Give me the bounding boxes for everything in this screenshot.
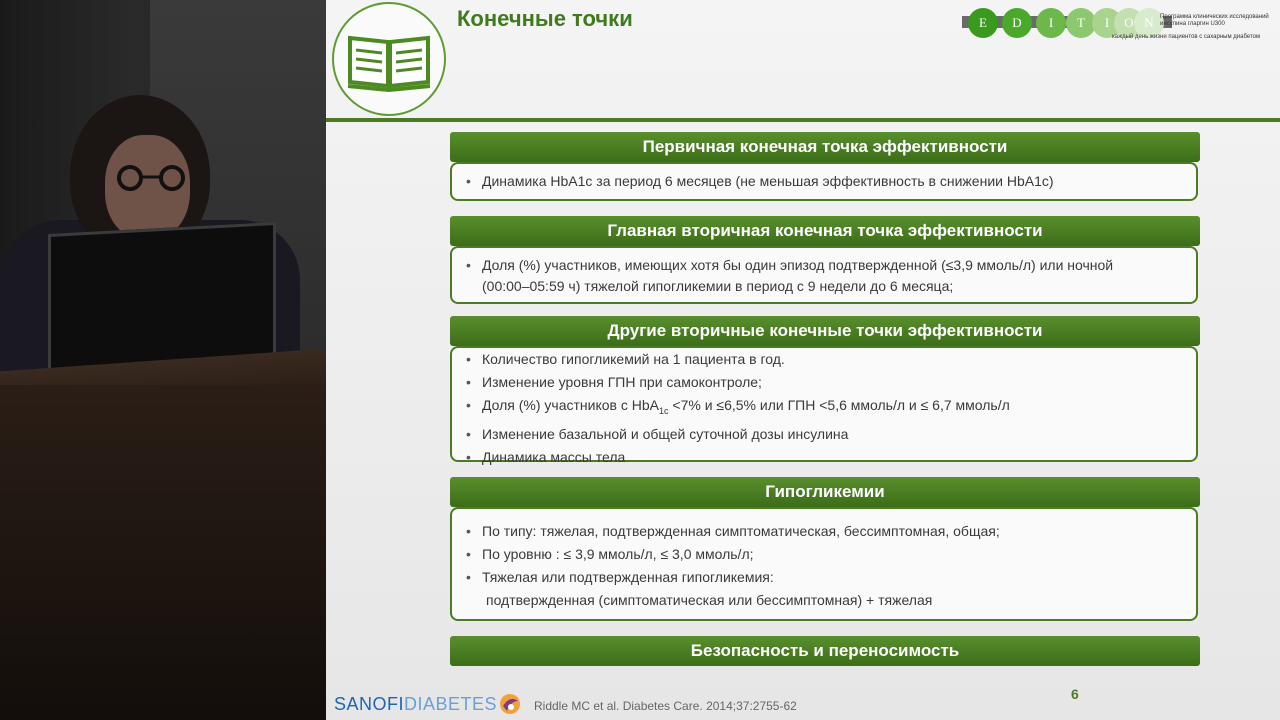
glasses [110, 165, 194, 191]
list-item: • Доля (%) участников, имеющих хотя бы один эпизод подтвержденной (≤3,9 ммоль/л) или ночной (00:00–05:59 ч) тяжелой гипогликемии в период с 9 недели до 6 месяца; [466, 255, 1156, 297]
list-item: • Динамика HbA1c за период 6 месяцев (не меньшая эффективность в снижении HbA1c) [466, 170, 1196, 193]
header-divider [326, 118, 1280, 122]
section-box-primary [450, 162, 1198, 201]
hba1c-prefix: Доля (%) участников с HbA [482, 397, 659, 413]
list-item: • Тяжелая или подтвержденная гипогликемия: [466, 566, 1196, 589]
podium [0, 385, 326, 720]
page-number: 6 [1071, 686, 1079, 702]
list-item [466, 394, 1196, 423]
section-header-other-secondary: Другие вторичные конечные точки эффективности [450, 316, 1200, 346]
edition-letter: T [1066, 8, 1096, 38]
list-item: • Количество гипогликемий на 1 пациента в год. [466, 348, 1196, 371]
section-header-safety: Безопасность и переносимость [450, 636, 1200, 666]
section-box-hypoglycemia [450, 507, 1198, 621]
list-item: • Динамика массы тела [466, 446, 1196, 469]
edition-letter: N [1134, 8, 1164, 38]
logo-badge [332, 2, 446, 116]
edition-letter: I [1036, 8, 1066, 38]
brand-sub: DIABETES [404, 694, 498, 714]
list-item: • По типу: тяжелая, подтвержденная симптоматическая, бессимптомная, общая; [466, 520, 1196, 543]
edition-letter: I [1092, 8, 1122, 38]
speaker-video [0, 0, 326, 720]
edition-letter: O [1114, 8, 1144, 38]
edition-text: Программа клинических исследований инсулина гларгин U300 [1160, 14, 1269, 27]
presentation-slide [326, 0, 1280, 720]
list-item: • По уровню : ≤ 3,9 ммоль/л, ≤ 3,0 ммоль/л; [466, 543, 1196, 566]
brand-main: SANOFI [334, 694, 405, 714]
reference-citation: Riddle MC et al. Diabetes Care. 2014;37:2755-62 [534, 699, 797, 713]
section-box-other-secondary [450, 346, 1198, 465]
open-book-icon [334, 4, 444, 114]
sanofi-diabetes-logo [334, 694, 497, 715]
section-header-primary: Первичная конечная точка эффективности [450, 132, 1200, 162]
edition-subtitle: каждый день жизни пациентов с сахарным диабетом [1112, 34, 1261, 40]
list-item-continuation: подтвержденная (симптоматическая или бессимптомная) + тяжелая [486, 592, 933, 608]
hba1c-subscript: 1c [658, 405, 669, 416]
edition-letter: D [1002, 8, 1032, 38]
sanofi-swirl-icon [499, 693, 521, 715]
section-header-main-secondary: Главная вторичная конечная точка эффективности [450, 216, 1200, 246]
list-item: • Изменение базальной и общей суточной дозы инсулина [466, 423, 1196, 446]
list-item: • Изменение уровня ГПН при самоконтроле; [466, 371, 1196, 394]
section-header-hypoglycemia: Гипогликемии [450, 477, 1200, 507]
edition-logo [962, 4, 1278, 42]
section-box-main-secondary [450, 246, 1198, 304]
hba1c-suffix: <7% и ≤6,5% или ГПН <5,6 ммоль/л и ≤ 6,7 ммоль/л [668, 397, 1010, 413]
slide-title: Конечные точки [457, 6, 633, 31]
edition-letter: E [968, 8, 998, 38]
